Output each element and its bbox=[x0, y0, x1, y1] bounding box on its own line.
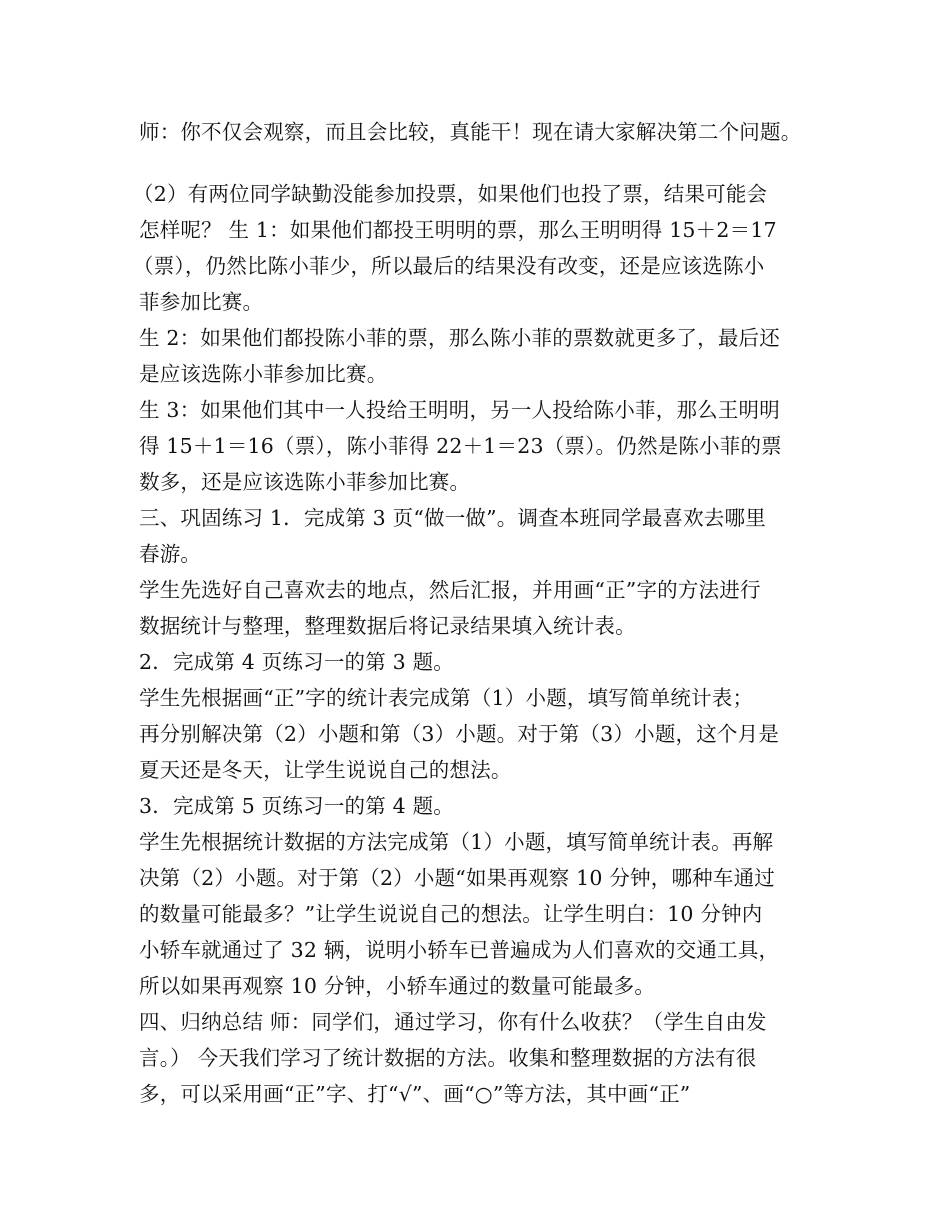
section-heading-line: 四、归纳总结 师：同学们，通过学习，你有什么收获？（学生自由发 bbox=[139, 1010, 767, 1034]
text-line: 数据统计与整理，整理数据后将记录结果填入统计表。 bbox=[139, 614, 636, 638]
text-line: 学生先根据画“正”字的统计表完成第（1）小题，填写简单统计表； bbox=[139, 686, 754, 710]
text-line: 多，可以采用画“正”字、打“√”、画“○”等方法，其中画“正” bbox=[139, 1082, 691, 1106]
paragraph-gap bbox=[139, 150, 819, 176]
text-line: 决第（2）小题。对于第（2）小题“如果再观察 10 分钟，哪种车通过 bbox=[139, 866, 775, 890]
text-line: （票），仍然比陈小菲少，所以最后的结果没有改变，还是应该选陈小 bbox=[133, 254, 765, 278]
text-line: 数多，还是应该选陈小菲参加比赛。 bbox=[139, 470, 471, 494]
text-line: 的数量可能最多？”让学生说说自己的想法。让学生明白：10 分钟内 bbox=[139, 902, 763, 926]
text-line: 再分别解决第（2）小题和第（3）小题。对于第（3）小题，这个月是 bbox=[139, 722, 780, 746]
section-heading-line: 三、巩固练习 1．完成第 3 页“做一做”。调查本班同学最喜欢去哪里 bbox=[139, 506, 766, 530]
text-line: 小轿车就通过了 32 辆，说明小轿车已普遍成为人们喜欢的交通工具， bbox=[139, 938, 780, 962]
text-line: 生 2：如果他们都投陈小菲的票，那么陈小菲的票数就更多了，最后还 bbox=[139, 326, 780, 350]
text-line: 得 15＋1＝16（票），陈小菲得 22＋1＝23（票）。仍然是陈小菲的票 bbox=[139, 434, 782, 458]
text-line: 学生先根据统计数据的方法完成第（1）小题，填写简单统计表。再解 bbox=[139, 830, 774, 854]
document-page bbox=[133, 114, 819, 1112]
text-line: 是应该选陈小菲参加比赛。 bbox=[139, 362, 388, 386]
text-line: 3．完成第 5 页练习一的第 4 题。 bbox=[139, 794, 454, 818]
text-line: 师：你不仅会观察，而且会比较，真能干！现在请大家解决第二个问题。 bbox=[139, 120, 802, 144]
text-line: 2．完成第 4 页练习一的第 3 题。 bbox=[139, 650, 454, 674]
text-line: 所以如果再观察 10 分钟，小轿车通过的数量可能最多。 bbox=[139, 974, 656, 998]
text-line: （2）有两位同学缺勤没能参加投票，如果他们也投了票，结果可能会 bbox=[133, 182, 768, 206]
text-line: 菲参加比赛。 bbox=[139, 290, 264, 314]
text-line: 春游。 bbox=[139, 542, 202, 566]
text-line: 夏天还是冬天，让学生说说自己的想法。 bbox=[139, 758, 512, 782]
text-line: 言。） 今天我们学习了统计数据的方法。收集和整理数据的方法有很 bbox=[139, 1046, 757, 1070]
text-line: 生 3：如果他们其中一人投给王明明，另一人投给陈小菲，那么王明明 bbox=[139, 398, 780, 422]
text-line: 怎样呢？ 生 1：如果他们都投王明明的票，那么王明明得 15＋2＝17 bbox=[139, 218, 777, 242]
text-line: 学生先选好自己喜欢去的地点，然后汇报，并用画“正”字的方法进行 bbox=[139, 578, 761, 602]
